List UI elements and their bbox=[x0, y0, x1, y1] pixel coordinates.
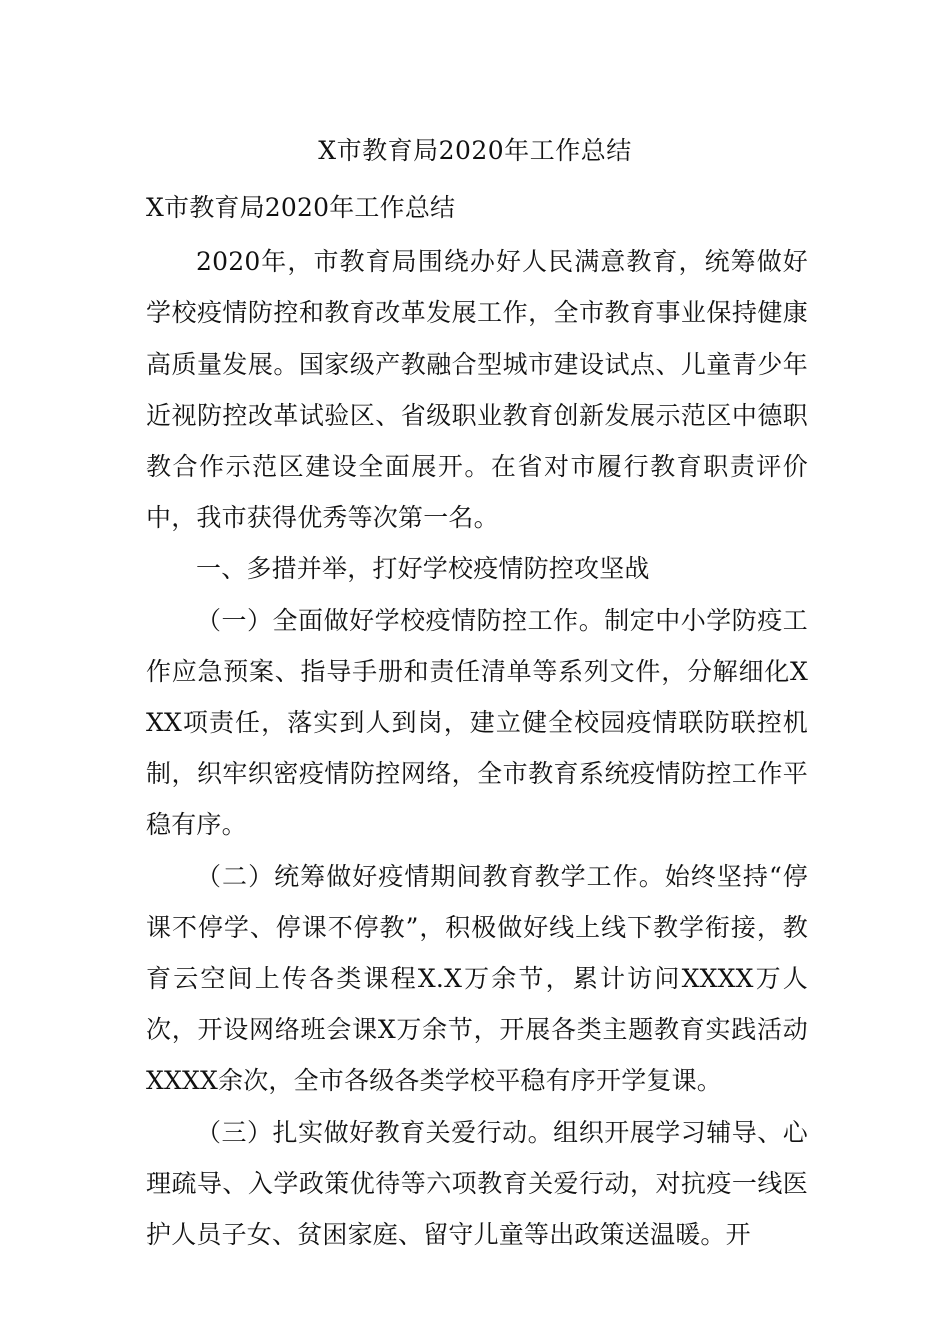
document-subtitle: X市教育局2020年工作总结 bbox=[146, 193, 456, 222]
section-heading-1: 一、多措并举，打好学校疫情防控攻坚战 bbox=[196, 554, 650, 584]
paragraph-intro: 2020年，市教育局围绕办好人民满意教育，统筹做好学校疫情防控和教育改革发展工作，全市教育事业保持健康高质量发展。国家级产教融合型城市建设试点、儿童青少年近视防控改革试验区、省级职业教育创新发展示范区中德职教合作示范区建设全面展开。在省对市履行教育职责评价中，我市获得优秀等次第一名。 bbox=[146, 247, 808, 533]
paragraph-section-1-item-3: （三）扎实做好教育关爱行动。组织开展学习辅导、心理疏导、入学政策优待等六项教育关爱行动，对抗疫一线医护人员子女、贫困家庭、留守儿童等出政策送温暖。开 bbox=[146, 1117, 808, 1250]
document-title: X市教育局2020年工作总结 bbox=[318, 136, 632, 165]
paragraph-section-1-item-2: （二）统筹做好疫情期间教育教学工作。始终坚持“停课不停学、停课不停教”，积极做好线上线下教学衔接，教育云空间上传各类课程X.X万余节，累计访问XXXX万人次，开设网络班会课X万余节，开展各类主题教育实践活动XXXX余次，全市各级各类学校平稳有序开学复课。 bbox=[146, 861, 808, 1096]
paragraph-section-1-item-1: （一）全面做好学校疫情防控工作。制定中小学防疫工作应急预案、指导手册和责任清单等系列文件，分解细化XXX项责任，落实到人到岗，建立健全校园疫情联防联控机制，织牢织密疫情防控网络，全市教育系统疫情防控工作平稳有序。 bbox=[146, 605, 808, 840]
document-body bbox=[146, 182, 808, 1260]
